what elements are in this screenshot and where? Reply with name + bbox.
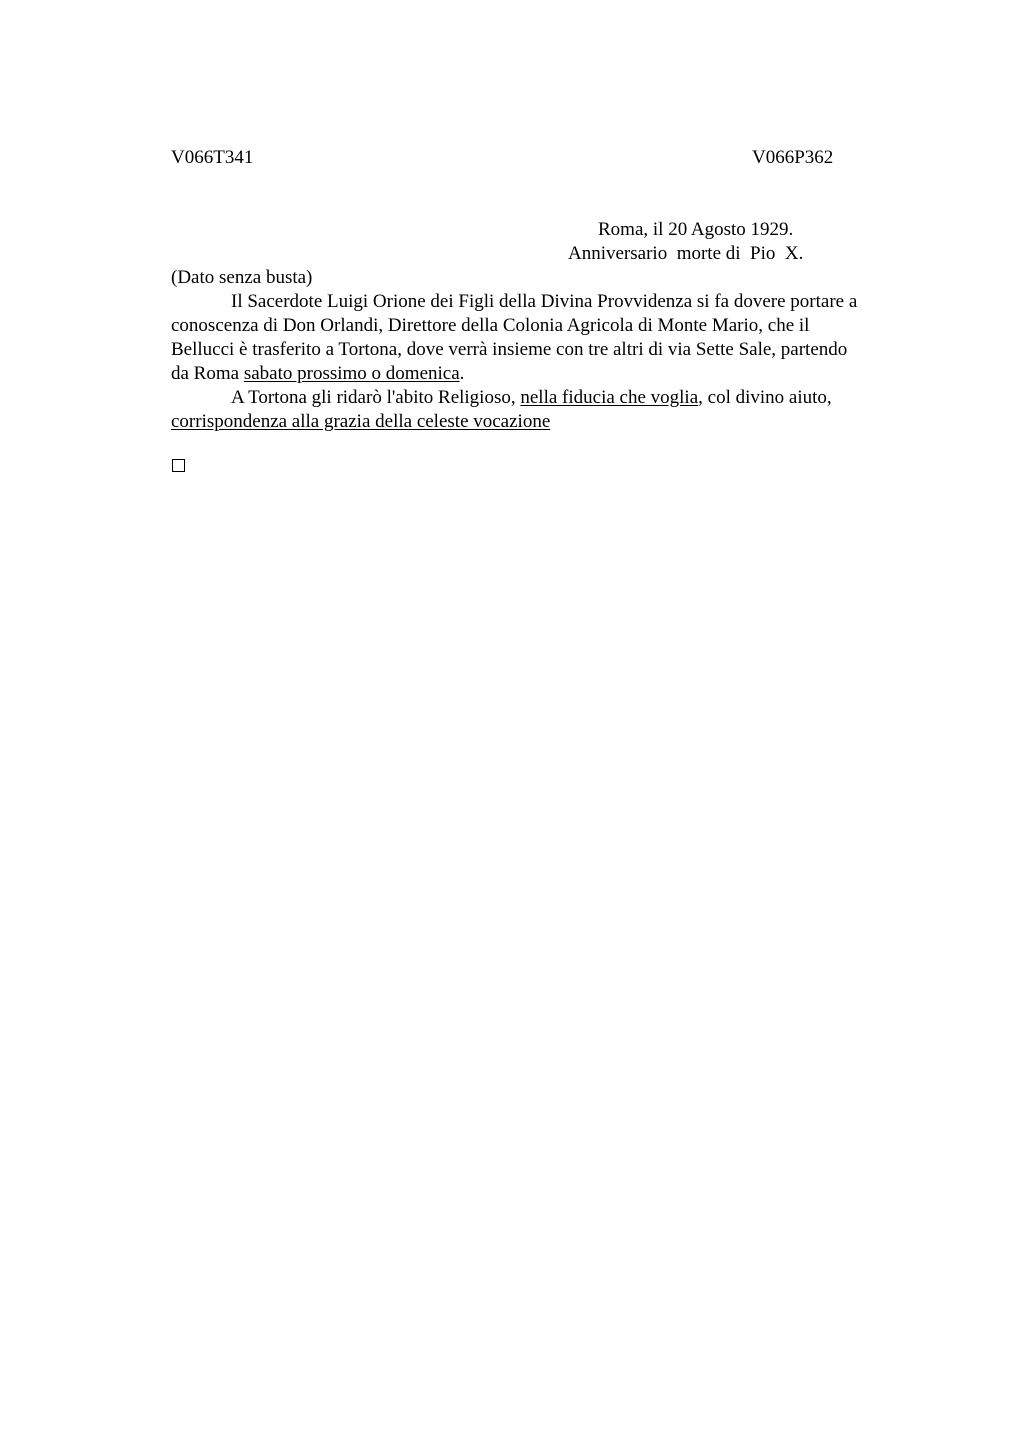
paragraph-1-line-2: conoscenza di Don Orlandi, Direttore della Colonia Agricola di Monte Mario, che il xyxy=(171,315,810,336)
document-code-left: V066T341 xyxy=(171,147,254,168)
paragraph-2-line-2 xyxy=(171,410,921,434)
letter-body xyxy=(171,290,921,434)
paragraph-1-line-3: Bellucci è trasferito a Tortona, dove verrà insieme con tre altri di via Sette Sale, partendo xyxy=(171,339,848,360)
paragraph-1 xyxy=(171,290,921,386)
paragraph-1-line-4-text: da Roma xyxy=(171,363,244,384)
paragraph-1-line-4 xyxy=(171,362,921,386)
checkbox-symbol xyxy=(172,459,185,472)
paragraph-2-line-1-text: A Tortona gli ridarò l'abito Religioso, xyxy=(231,387,521,408)
document-code-right: V066P362 xyxy=(752,147,834,168)
place-date: Roma, il 20 Agosto 1929. xyxy=(598,219,794,240)
envelope-note: (Dato senza busta) xyxy=(171,267,313,288)
paragraph-2 xyxy=(171,386,921,434)
occasion-line: Anniversario morte di Pio X. xyxy=(568,243,804,264)
underlined-phrase-vocation: corrispondenza alla grazia della celeste vocazione xyxy=(171,411,551,432)
underlined-phrase-departure: sabato prossimo o domenica xyxy=(243,363,460,384)
paragraph-2-line-1-end: , col divino aiuto, xyxy=(698,387,832,408)
paragraph-1-line-1: Il Sacerdote Luigi Orione dei Figli della Divina Provvidenza si fa dovere portare a xyxy=(231,291,858,312)
paragraph-1-line-4-end: . xyxy=(459,363,465,384)
underlined-phrase-trust: nella fiducia che voglia xyxy=(520,387,699,408)
paragraph-2-line-1 xyxy=(171,386,921,410)
